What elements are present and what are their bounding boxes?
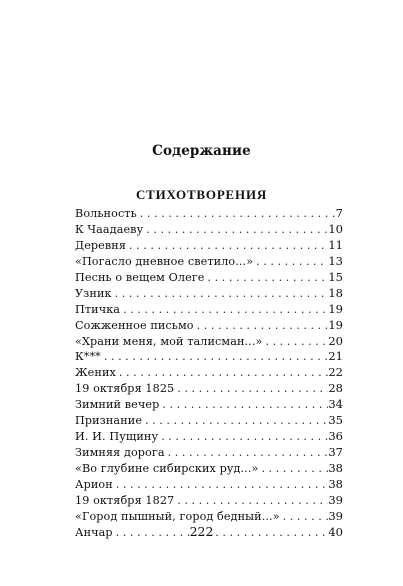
toc-leader-dots xyxy=(253,254,328,270)
toc-entry-title: К Чаадаеву xyxy=(75,222,144,236)
toc-entry-page: 13 xyxy=(328,253,343,268)
toc-entry-page: 19 xyxy=(328,301,343,316)
toc-entry-title: «Во глубине сибирских руд...» xyxy=(75,462,259,475)
toc-entry-title: Арион xyxy=(75,477,113,491)
toc-entry-title: К*** xyxy=(75,350,101,364)
toc-entry xyxy=(75,349,343,365)
toc-entry-title: Сожженное письмо xyxy=(75,318,194,332)
toc-entry xyxy=(75,270,343,286)
toc-leader-dots xyxy=(120,302,328,318)
toc-leader-dots xyxy=(174,493,328,509)
toc-entry-page: 36 xyxy=(328,429,343,444)
toc-leader-dots xyxy=(174,381,328,397)
section-title: СТИХОТВОРЕНИЯ xyxy=(135,187,268,202)
toc-entry-title: «Погасло дневное светило...» xyxy=(75,254,254,268)
toc-leader-dots xyxy=(112,286,329,302)
toc-entry-page: 19 xyxy=(328,317,343,332)
toc-entry-page: 10 xyxy=(328,221,343,236)
toc-entry-page: 34 xyxy=(328,397,343,412)
toc-entry-title: Птичка xyxy=(75,302,121,316)
toc-entry-page: 40 xyxy=(328,524,343,539)
toc-leader-dots xyxy=(159,397,328,413)
toc-entry-title: Деревня xyxy=(75,238,127,252)
toc-entry xyxy=(75,318,343,334)
toc-entry-page: 20 xyxy=(328,333,343,348)
toc-entry xyxy=(75,286,343,302)
toc-leader-dots xyxy=(205,270,329,286)
toc-entry xyxy=(75,413,343,429)
toc-leader-dots xyxy=(116,365,328,381)
toc-entry-title: Зимний вечер xyxy=(75,398,160,412)
table-of-contents xyxy=(75,206,343,541)
toc-entry-page: 35 xyxy=(328,413,343,428)
toc-leader-dots xyxy=(143,222,328,238)
toc-entry xyxy=(75,302,343,318)
toc-entry-page: 39 xyxy=(328,508,343,523)
toc-entry-title: «Город пышный, город бедный...» xyxy=(75,509,280,523)
toc-entry xyxy=(75,365,343,381)
toc-entry-page: 21 xyxy=(328,349,343,364)
toc-entry xyxy=(75,254,343,270)
toc-entry-title: И. И. Пущину xyxy=(75,430,159,444)
toc-entry xyxy=(75,206,343,222)
toc-entry-page: 7 xyxy=(335,206,343,220)
toc-entry-title: Анчар xyxy=(75,525,113,539)
toc-entry xyxy=(75,493,343,509)
toc-entry xyxy=(75,509,343,525)
toc-leader-dots xyxy=(158,429,328,445)
toc-entry-title: «Храни меня, мой талисман...» xyxy=(75,334,263,348)
toc-entry-title: 19 октября 1827 xyxy=(75,493,175,507)
toc-entry-title: Признание xyxy=(75,414,143,428)
toc-entry-title: Узник xyxy=(75,286,112,300)
toc-leader-dots xyxy=(258,461,328,477)
toc-entry-title: Зимняя дорога xyxy=(75,446,165,460)
toc-leader-dots xyxy=(165,445,329,461)
toc-entry xyxy=(75,238,343,254)
toc-entry-page: 15 xyxy=(328,269,343,284)
toc-leader-dots xyxy=(262,334,328,350)
toc-entry-page: 11 xyxy=(328,237,343,252)
toc-entry-page: 39 xyxy=(328,492,343,507)
toc-leader-dots xyxy=(142,413,328,429)
toc-entry-title: 19 октября 1825 xyxy=(75,382,175,396)
toc-leader-dots xyxy=(113,477,329,493)
toc-leader-dots xyxy=(280,509,329,525)
toc-entry-page: 38 xyxy=(328,461,343,475)
toc-entry-page: 28 xyxy=(328,381,343,396)
toc-entry xyxy=(75,445,343,461)
toc-leader-dots xyxy=(194,318,329,334)
contents-title: Содержание xyxy=(152,143,251,159)
toc-entry xyxy=(75,334,343,350)
toc-leader-dots xyxy=(137,206,336,222)
toc-entry xyxy=(75,222,343,238)
toc-leader-dots xyxy=(101,349,329,365)
toc-entry-title: Вольность xyxy=(75,207,137,220)
toc-entry xyxy=(75,477,343,493)
toc-leader-dots xyxy=(126,238,328,254)
toc-entry-page: 18 xyxy=(328,285,343,300)
toc-entry xyxy=(75,381,343,397)
toc-entry xyxy=(75,397,343,413)
toc-entry-title: Жених xyxy=(75,366,116,380)
toc-entry-title: Песнь о вещем Олеге xyxy=(75,270,205,284)
toc-entry-page: 22 xyxy=(328,365,343,380)
page-number: 222 xyxy=(189,524,214,539)
toc-entry-page: 37 xyxy=(328,445,343,460)
toc-entry xyxy=(75,429,343,445)
toc-entry-page: 38 xyxy=(328,476,343,491)
toc-entry xyxy=(75,461,343,477)
